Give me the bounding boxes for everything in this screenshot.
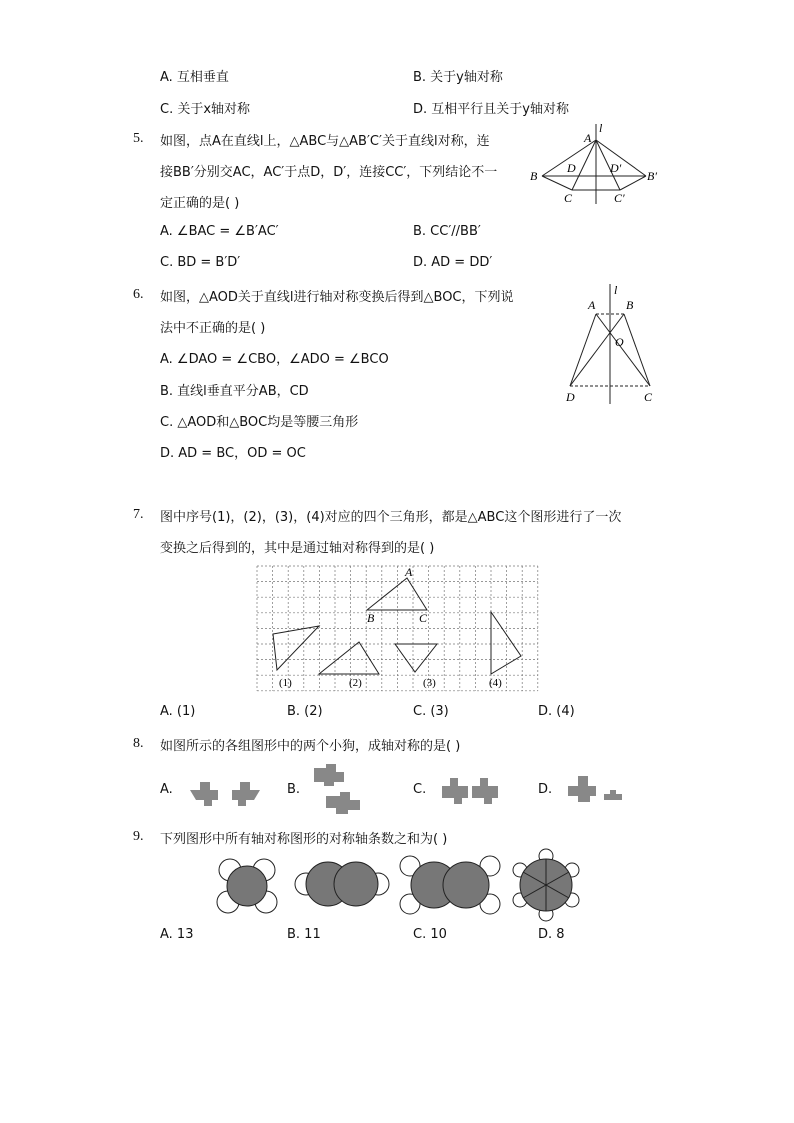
q7-grid-figure xyxy=(255,564,540,692)
q8-dog-pair-b xyxy=(308,762,368,816)
q5-line-3: 定正确的是( ) xyxy=(160,196,240,211)
q5-label-Cp: C′ xyxy=(614,191,625,205)
q6-number: 6. xyxy=(133,287,144,302)
q5-option-a: A. ∠BAC = ∠B′AC′ xyxy=(160,224,279,239)
q6-option-a: A. ∠DAO = ∠CBO，∠ADO = ∠BCO xyxy=(160,352,389,367)
q8-dog-pair-c xyxy=(438,772,502,808)
q5-option-d: D. AD = DD′ xyxy=(413,255,493,270)
q4-option-c: C. 关于x轴对称 xyxy=(160,102,251,117)
q7-option-c: C. (3) xyxy=(413,704,449,719)
triangle-2 xyxy=(319,642,379,674)
q4-option-d: D. 互相平行且关于y轴对称 xyxy=(413,102,569,117)
q9-molecule-2 xyxy=(294,856,390,914)
q6-line-2: 法中不正确的是( ) xyxy=(160,321,266,336)
q7-option-d: D. (4) xyxy=(538,704,575,719)
q8-option-b: B. xyxy=(287,782,301,797)
q7-option-a: A. (1) xyxy=(160,704,196,719)
q5-label-A: A xyxy=(584,131,592,145)
q7-label-1: (1) xyxy=(279,677,292,689)
q9-molecule-1 xyxy=(208,852,286,916)
q7-number: 7. xyxy=(133,507,144,522)
q7-label-4: (4) xyxy=(489,677,502,689)
q6-line-1: 如图，△AOD关于直线l进行轴对称变换后得到△BOC，下列说 xyxy=(160,290,514,305)
q8-option-d: D. xyxy=(538,782,553,797)
q6-label-l: l xyxy=(614,283,618,297)
triangle-abc xyxy=(367,578,427,610)
q8-number: 8. xyxy=(133,736,144,751)
q5-figure xyxy=(528,118,668,210)
q9-molecule-3 xyxy=(398,852,502,918)
q4-option-b: B. 关于y轴对称 xyxy=(413,70,503,85)
q5-option-c: C. BD = B′D′ xyxy=(160,255,241,270)
q6-option-b: B. 直线l垂直平分AB，CD xyxy=(160,384,309,399)
q5-label-Bp: B′ xyxy=(647,169,657,183)
q7-label-2: (2) xyxy=(349,677,362,689)
q5-line-2: 接BB′分别交AC，AC′于点D，D′，连接CC′，下列结论不一 xyxy=(160,165,498,180)
q5-number: 5. xyxy=(133,131,144,146)
q6-label-O: O xyxy=(615,335,624,349)
q5-label-B: B xyxy=(530,169,538,183)
q6-option-c: C. △AOD和△BOC均是等腰三角形 xyxy=(160,415,359,430)
q9-option-b: B. 11 xyxy=(287,927,321,942)
q8-option-c: C. xyxy=(413,782,427,797)
q8-dog-pair-d xyxy=(564,770,628,806)
q5-label-D: D xyxy=(567,161,576,175)
q4-option-a: A. 互相垂直 xyxy=(160,70,229,85)
q9-option-d: D. 8 xyxy=(538,927,565,942)
triangle-4 xyxy=(491,612,521,674)
q5-line-1: 如图，点A在直线l上，△ABC与△AB′C′关于直线l对称，连 xyxy=(160,134,490,149)
q7-label-3: (3) xyxy=(423,677,436,689)
q5-option-b: B. CC′//BB′ xyxy=(413,224,481,239)
q7-label-A: A xyxy=(405,565,413,579)
q7-line-1: 图中序号(1)，(2)，(3)，(4)对应的四个三角形，都是△ABC这个图形进行了一次 xyxy=(160,510,622,525)
q9-option-a: A. 13 xyxy=(160,927,194,942)
q6-label-A: A xyxy=(588,298,596,312)
q7-line-2: 变换之后得到的，其中是通过轴对称得到的是( ) xyxy=(160,541,435,556)
q5-label-C: C xyxy=(564,191,573,205)
triangle-1 xyxy=(273,626,319,670)
q5-label-Dp: D′ xyxy=(610,161,622,175)
q7-label-B: B xyxy=(367,611,375,625)
q9-molecule-4 xyxy=(508,848,584,922)
q9-line-1: 下列图形中所有轴对称图形的对称轴条数之和为( ) xyxy=(160,832,448,847)
q8-dog-pair-a xyxy=(186,770,264,812)
q9-number: 9. xyxy=(133,829,144,844)
q8-line-1: 如图所示的各组图形中的两个小狗，成轴对称的是( ) xyxy=(160,739,461,754)
q6-option-d: D. AD = BC，OD = OC xyxy=(160,446,306,461)
q6-label-D: D xyxy=(566,390,575,404)
q7-option-b: B. (2) xyxy=(287,704,323,719)
q5-label-l: l xyxy=(599,121,603,135)
q8-option-a: A. xyxy=(160,782,173,797)
q6-figure xyxy=(560,282,670,408)
q7-label-C: C xyxy=(419,611,428,625)
q9-option-c: C. 10 xyxy=(413,927,447,942)
triangle-3 xyxy=(395,644,437,672)
q6-label-B: B xyxy=(626,298,634,312)
q6-label-C: C xyxy=(644,390,653,404)
